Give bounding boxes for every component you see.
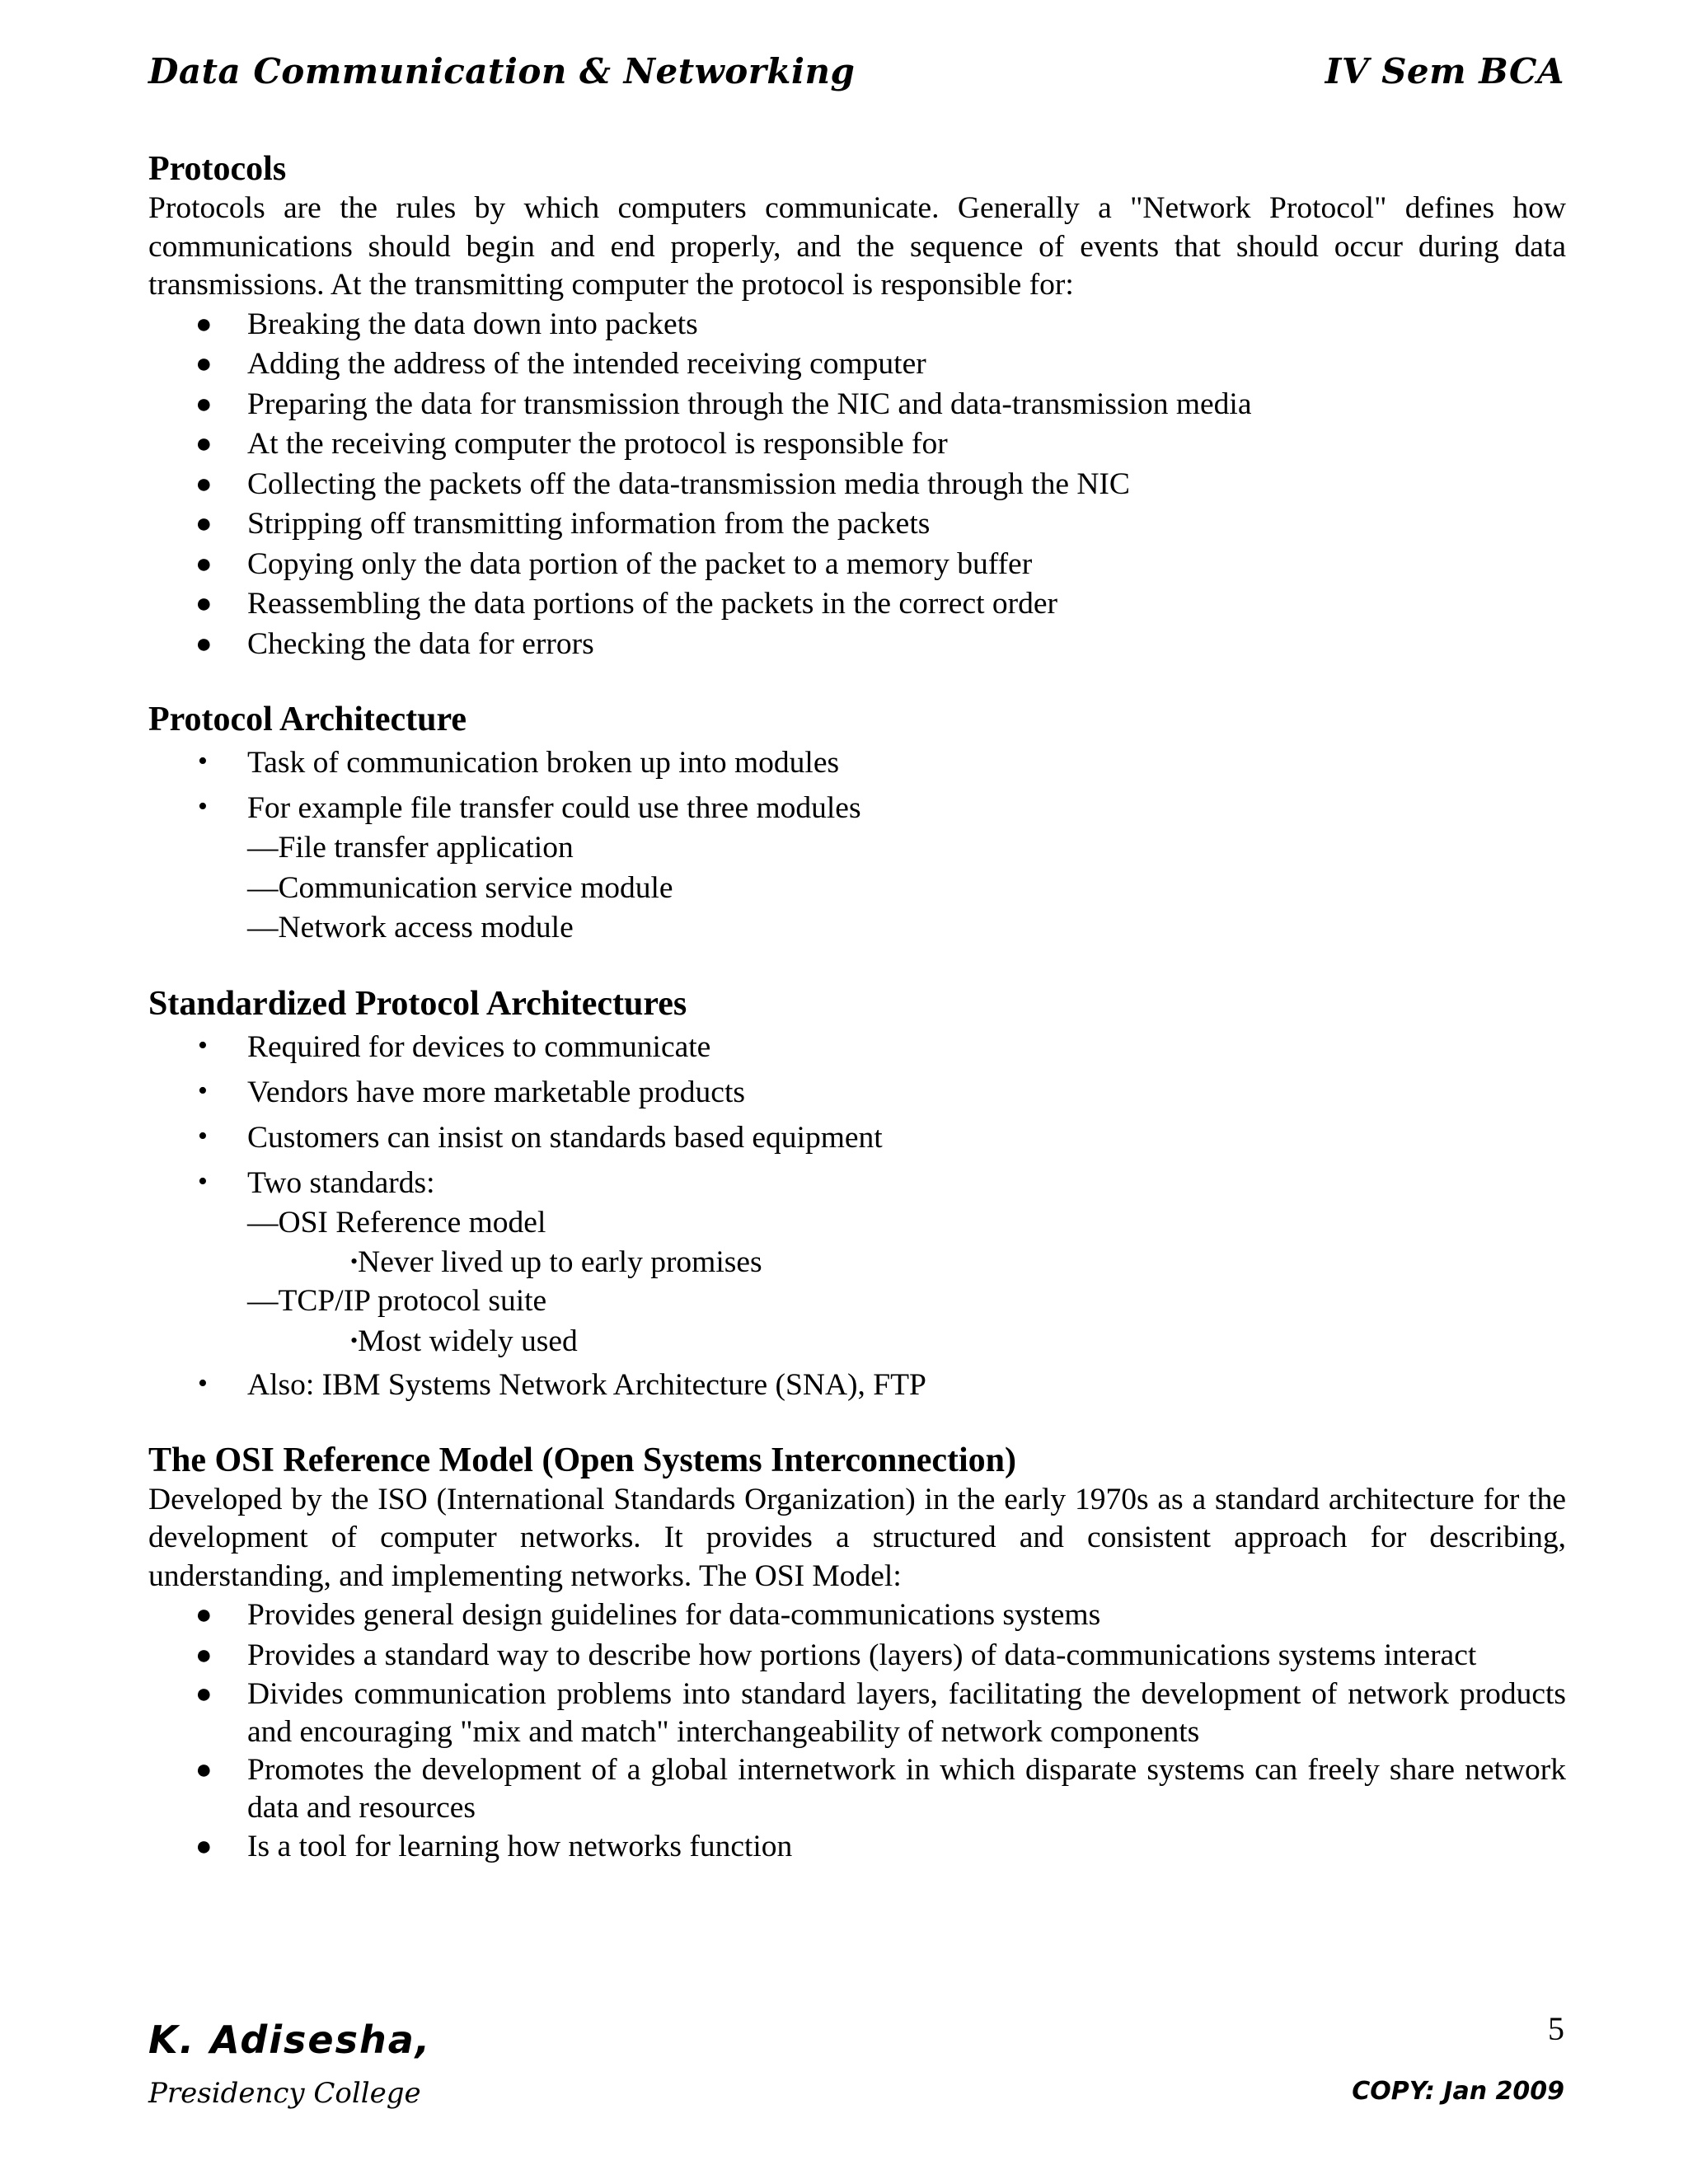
bullet-icon: ● (195, 1600, 213, 1630)
standard-osi: —OSI Reference model (247, 1205, 546, 1240)
bullet-icon: • (350, 1249, 359, 1273)
list-item: ● Collecting the packets off the data-transmission media through the NIC (148, 465, 1566, 505)
standardized-list (148, 1028, 1566, 1203)
footer-copy-date: COPY: Jan 2009 (1352, 2077, 1564, 2106)
list-item: ● Promotes the development of a global internetwork in which disparate systems can freely share network data and resources (195, 1753, 1566, 1825)
list-item: • Customers can insist on standards based equipment (148, 1118, 1566, 1158)
section-protocol-architecture (148, 699, 1566, 949)
footer-author: K. Adisesha, (148, 2018, 432, 2062)
list-item: ● Provides a standard way to describe how portions (layers) of data-communications systems interact (148, 1636, 1566, 1676)
section-protocols (148, 148, 1566, 664)
list-item: ● At the receiving computer the protocol is responsible for (148, 424, 1566, 465)
module-item: —File transfer application (247, 831, 574, 865)
standard-osi-note: •Never lived up to early promises (350, 1245, 762, 1279)
bullet-icon: • (198, 1165, 208, 1197)
list-item: ● Preparing the data for transmission through the NIC and data-transmission media (148, 385, 1566, 425)
list-item: • For example file transfer could use three modules (148, 789, 1566, 828)
section-title-standardized: Standardized Protocol Architectures (148, 984, 687, 1023)
bullet-icon: ● (195, 1831, 213, 1862)
list-item: • Vendors have more marketable products (148, 1073, 1566, 1113)
list-item: • Two standards: (148, 1164, 1566, 1203)
page-content (148, 148, 1566, 1902)
bullet-icon: ● (195, 1679, 213, 1709)
list-item: • Also: IBM Systems Network Architecture (SNA), FTP (148, 1366, 1566, 1405)
bullet-icon: • (198, 791, 208, 822)
bullet-icon: ● (195, 429, 213, 459)
bullet-icon: • (198, 746, 208, 776)
bullet-icon: ● (195, 349, 213, 379)
bullet-icon: ● (195, 628, 213, 659)
page-number: 5 (1548, 2010, 1564, 2047)
list-item: ● Stripping off transmitting information from the packets (148, 504, 1566, 545)
list-item: ● Reassembling the data portions of the packets in the correct order (148, 584, 1566, 625)
standardized-also-list (148, 1366, 1566, 1405)
bullet-icon: ● (195, 1755, 213, 1785)
osi-list (148, 1596, 1566, 1868)
list-item: ● Divides communication problems into standard layers, facilitating the development of network products and encouraging "mix and match" interchangeability of network components (195, 1677, 1566, 1749)
list-item: • Required for devices to communicate (148, 1028, 1566, 1067)
section-osi-model (148, 1440, 1566, 1868)
protocols-intro: Protocols are the rules by which computers communicate. Generally a "Network Protocol" defines how communications should begin and end properly, and the sequence of events that should occur during data transmissions. At the transmitting computer the protocol is responsible for: (148, 191, 1566, 302)
bullet-icon: • (198, 1075, 208, 1106)
bullet-icon: ● (195, 308, 213, 340)
protocol-architecture-list (148, 743, 1566, 828)
running-head-title: Data Communication & Networking (148, 51, 856, 91)
section-title-osi: The OSI Reference Model (Open Systems Interconnection) (148, 1441, 1016, 1479)
running-head-semester: IV Sem BCA (1325, 51, 1564, 91)
bullet-icon: • (198, 1367, 208, 1399)
list-item: ● Is a tool for learning how networks function (148, 1827, 1566, 1868)
list-item: ● Adding the address of the intended receiving computer (148, 344, 1566, 385)
section-title-protocols: Protocols (148, 150, 287, 188)
list-item: ● Copying only the data portion of the packet to a memory buffer (148, 545, 1566, 585)
bullet-icon: ● (195, 388, 213, 419)
bullet-icon: ● (195, 588, 213, 619)
list-item: • Task of communication broken up into modules (148, 743, 1566, 783)
list-item: ● Checking the data for errors (148, 625, 1566, 665)
bullet-icon: • (198, 1120, 208, 1151)
osi-intro: Developed by the ISO (International Standards Organization) in the early 1970s as a standard architecture for the development of computer networks. It provides a structured and consistent approach for describing, understanding, and implementing networks. The OSI Model: (148, 1482, 1566, 1593)
protocols-list (148, 305, 1566, 665)
bullet-icon: • (350, 1328, 359, 1352)
bullet-icon: • (198, 1029, 208, 1061)
module-item: —Network access module (247, 911, 574, 944)
standard-tcp: —TCP/IP protocol suite (247, 1284, 547, 1318)
bullet-icon: ● (195, 468, 213, 499)
bullet-icon: ● (195, 548, 213, 579)
bullet-icon: ● (195, 509, 213, 539)
bullet-icon: ● (195, 1639, 213, 1671)
module-item: —Communication service module (247, 870, 673, 905)
footer-college: Presidency College (148, 2077, 421, 2110)
section-standardized-architectures (148, 983, 1566, 1405)
standard-tcp-note: •Most widely used (350, 1324, 578, 1358)
list-item: ● Provides general design guidelines for data-communications systems (148, 1596, 1566, 1636)
list-item: ● Breaking the data down into packets (148, 305, 1566, 345)
section-title-protocol-architecture: Protocol Architecture (148, 701, 467, 738)
